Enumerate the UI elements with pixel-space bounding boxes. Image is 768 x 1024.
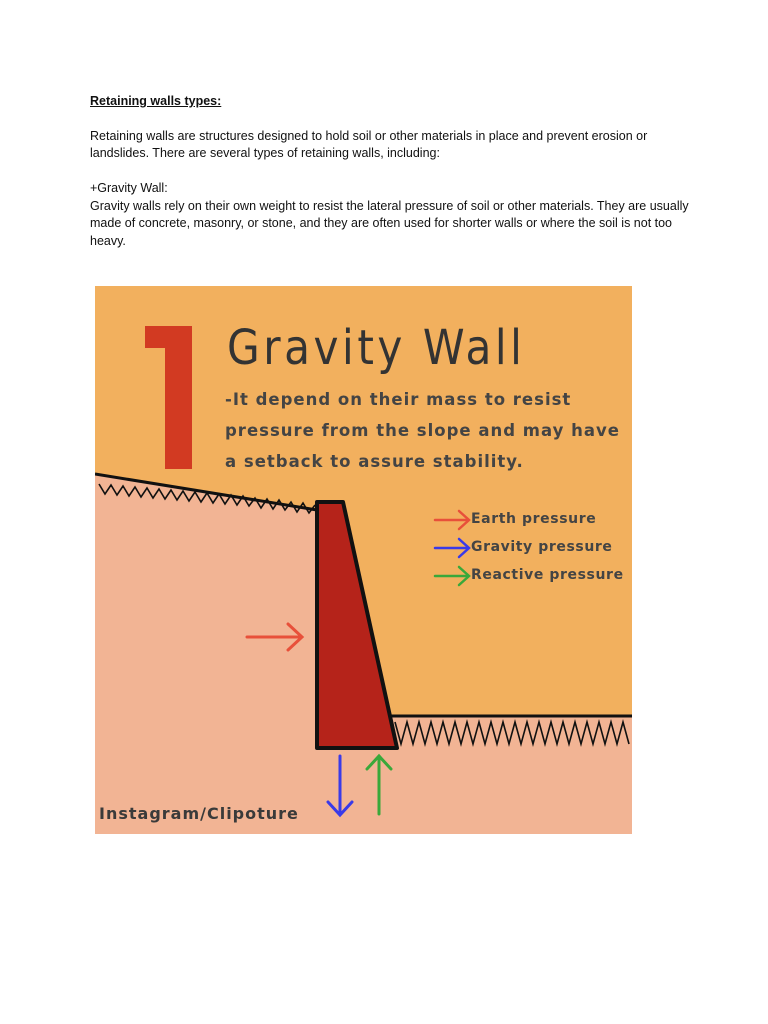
figure-description-line: a setback to assure stability.: [225, 452, 524, 471]
legend-arrow-earth-icon: [435, 511, 469, 529]
intro-paragraph: Retaining walls are structures designed to hold soil or other materials in place and prevent erosion or landslides. There are several types of retaining walls, including:: [90, 129, 648, 161]
gravity-wall-title: +Gravity Wall:: [90, 181, 168, 195]
gravity-wall-paragraph: Gravity walls rely on their own weight to resist the lateral pressure of soil or other materials. They are usually made of concrete, masonry, or stone, and they are often used for shorter walls or where the soil is not too heavy.: [90, 199, 689, 248]
figure-description-line: -It depend on their mass to resist: [225, 390, 572, 409]
image-credit: Instagram/Clipoture: [99, 804, 299, 823]
legend-label-earth: Earth pressure: [471, 511, 597, 527]
legend-arrow-gravity-icon: [435, 539, 469, 557]
gravity-wall-shape: [317, 502, 397, 748]
gravity-wall-figure: [95, 286, 632, 834]
document-heading: Retaining walls types:: [90, 94, 222, 108]
legend-label-gravity: Gravity pressure: [471, 539, 613, 555]
legend-arrow-reactive-icon: [435, 567, 469, 585]
legend-label-reactive: Reactive pressure: [471, 567, 624, 583]
figure-description-line: pressure from the slope and may have: [225, 421, 620, 440]
figure-number-shape: [145, 326, 192, 469]
retained-soil: [95, 474, 317, 834]
figure-title: Gravity Wall: [227, 320, 526, 376]
